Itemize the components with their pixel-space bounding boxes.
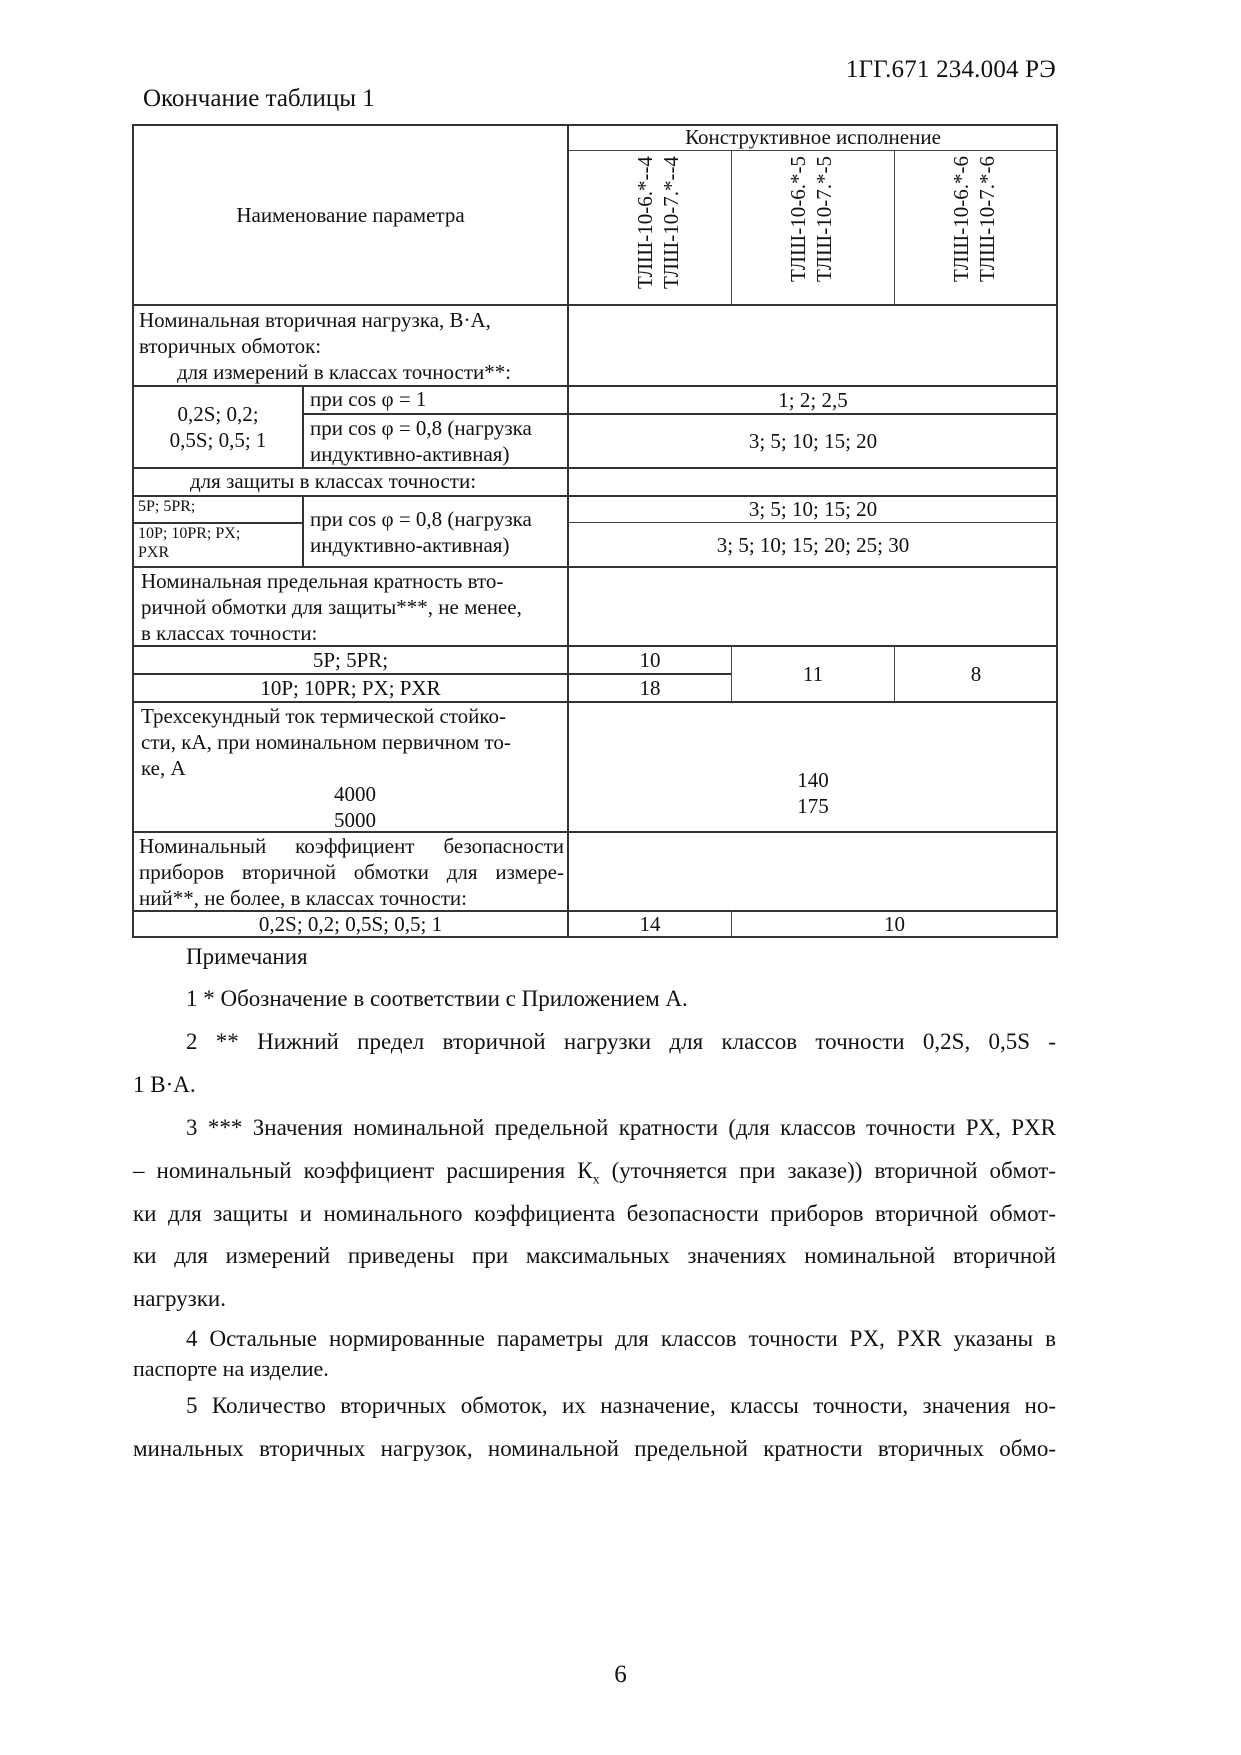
cos08-value: 3; 5; 10; 15; 20 bbox=[748, 428, 878, 453]
text-line: Трехсекундный ток термической стойко- bbox=[141, 704, 507, 728]
text-line: индуктивно-активная) bbox=[310, 442, 510, 466]
safety-section-title bbox=[139, 833, 564, 911]
table-line bbox=[731, 150, 732, 305]
note-2-line2: 1 В·А. bbox=[133, 1072, 196, 1097]
text-line: 4000 bbox=[334, 782, 376, 806]
limit-row-b-label: 10P; 10PR; PX; PXR bbox=[260, 675, 441, 700]
text-line: 10P; 10PR; PX; bbox=[138, 525, 241, 542]
text-line: ричной обмотки для защиты***, не менее, bbox=[141, 595, 522, 619]
note-4-line2: паспорте на изделие. bbox=[133, 1356, 329, 1381]
limit-section-title bbox=[141, 568, 565, 646]
prot-value-b: 3; 5; 10; 15; 20; 25; 30 bbox=[716, 532, 910, 557]
text-line: вторичных обмоток: bbox=[139, 334, 322, 358]
prot-class-a: 5P; 5PR; bbox=[138, 498, 196, 515]
text-line: Номинальный коэффициент безопасности bbox=[139, 834, 564, 858]
load-section-title bbox=[139, 307, 564, 385]
table-caption: Окончание таблицы 1 bbox=[143, 85, 375, 112]
text-line: 140 bbox=[797, 768, 829, 792]
text-line: 5000 bbox=[334, 808, 376, 832]
variant-5-line1: ТЛШ-10-6.*-5 bbox=[786, 156, 810, 282]
note-4-line1: 4 Остальные нормированные параметры для классов точности PX, PXR указаны в bbox=[186, 1326, 1056, 1351]
table-line bbox=[302, 385, 304, 467]
text-line: Номинальная вторичная нагрузка, В·А, bbox=[139, 308, 491, 332]
text-line: ний**, не более, в классах точности: bbox=[139, 886, 467, 910]
thermal-values bbox=[569, 767, 1057, 819]
variant-header-4 bbox=[632, 156, 688, 298]
note-3-line1: 3 *** Значения номинальной предельной кратности (для классов точности PX, PXR bbox=[186, 1115, 1056, 1140]
notes-title: Примечания bbox=[186, 944, 308, 969]
text: – номинальный коэффициент расширения К bbox=[133, 1158, 593, 1183]
subscript: x bbox=[592, 1172, 600, 1188]
table-line bbox=[568, 150, 1058, 151]
variant-4-line1: ТЛШ-10-6.*--4 bbox=[633, 156, 657, 289]
cos08-label bbox=[310, 415, 566, 467]
note-3-line4: ки для измерений приведены при максимальных значениях номинальной вторичной bbox=[133, 1243, 1056, 1268]
text-line: 0,2S; 0,2; bbox=[177, 402, 259, 426]
prot-value-a: 3; 5; 10; 15; 20 bbox=[748, 497, 878, 521]
variant-group-header: Конструктивное исполнение bbox=[685, 125, 941, 149]
text-line: индуктивно-активная) bbox=[310, 533, 510, 557]
prot-cos-label bbox=[310, 506, 566, 558]
page-number: 6 bbox=[614, 1661, 627, 1688]
text-line: 175 bbox=[797, 794, 829, 818]
variant-4-line2: ТЛШ-10-7.*--4 bbox=[659, 156, 683, 289]
param-column-header: Наименование параметра bbox=[236, 203, 465, 227]
text-line: при cos φ = 0,8 (нагрузка bbox=[310, 416, 532, 440]
note-1: 1 * Обозначение в соответствии с Приложением А. bbox=[186, 986, 688, 1011]
limit-row-b-value: 18 bbox=[639, 675, 661, 700]
text-line: PXR bbox=[138, 544, 170, 561]
limit-row-a-value: 10 bbox=[639, 647, 661, 672]
text-line: ке, А bbox=[141, 756, 186, 780]
text-line: Номинальная предельная кратность вто- bbox=[141, 569, 504, 593]
measurement-classes bbox=[134, 387, 302, 467]
thermal-section-title bbox=[141, 703, 565, 833]
prot-class-b bbox=[138, 524, 302, 562]
table-line bbox=[302, 495, 304, 566]
variant-6-line1: ТЛШ-10-6.*-6 bbox=[949, 156, 973, 282]
protection-title: для защиты в классах точности: bbox=[190, 469, 477, 493]
note-2-line1: 2 ** Нижний предел вторичной нагрузки для классов точности 0,2S, 0,5S - bbox=[186, 1029, 1056, 1054]
text: (уточняется при заказе)) вторичной обмот- bbox=[599, 1158, 1056, 1183]
cos1-label: при cos φ = 1 bbox=[310, 387, 427, 411]
safety-classes: 0,2S; 0,2; 0,5S; 0,5; 1 bbox=[258, 911, 443, 936]
note-5-line1: 5 Количество вторичных обмоток, их назначение, классы точности, значения но- bbox=[186, 1393, 1056, 1418]
text-line: приборов вторичной обмотки для измере- bbox=[139, 860, 564, 884]
document-code: 1ГГ.671 234.004 РЭ bbox=[845, 56, 1056, 83]
limit-row-a-label: 5P; 5PR; bbox=[312, 647, 389, 672]
limit-value-variant-5: 11 bbox=[802, 661, 824, 686]
cos1-value: 1; 2; 2,5 bbox=[778, 387, 848, 412]
note-3-line5: нагрузки. bbox=[133, 1286, 226, 1311]
note-5-line2: минальных вторичных нагрузок, номинальной предельной кратности вторичных обмо- bbox=[133, 1436, 1056, 1461]
table-line bbox=[133, 304, 1058, 306]
safety-value-variant-4: 14 bbox=[639, 911, 661, 936]
text-line: 0,5S; 0,5; 1 bbox=[169, 428, 267, 452]
variant-6-line2: ТЛШ-10-7.*-6 bbox=[975, 156, 999, 282]
limit-value-variant-6: 8 bbox=[970, 661, 982, 686]
variant-header-6 bbox=[948, 156, 1004, 298]
text-line: в классах точности: bbox=[141, 621, 318, 645]
text-line: сти, кА, при номинальном первичном то- bbox=[141, 730, 511, 754]
variant-5-line2: ТЛШ-10-7.*-5 bbox=[812, 156, 836, 282]
note-3-line2 bbox=[133, 1158, 1056, 1189]
text-line: при cos φ = 0,8 (нагрузка bbox=[310, 507, 532, 531]
text-line: для измерений в классах точности**: bbox=[177, 360, 512, 384]
table-line bbox=[894, 150, 895, 305]
safety-value-variant-5-6: 10 bbox=[884, 911, 905, 936]
note-3-line3: ки для защиты и номинального коэффициента безопасности приборов вторичной обмот- bbox=[133, 1201, 1056, 1226]
variant-header-5 bbox=[785, 156, 841, 298]
